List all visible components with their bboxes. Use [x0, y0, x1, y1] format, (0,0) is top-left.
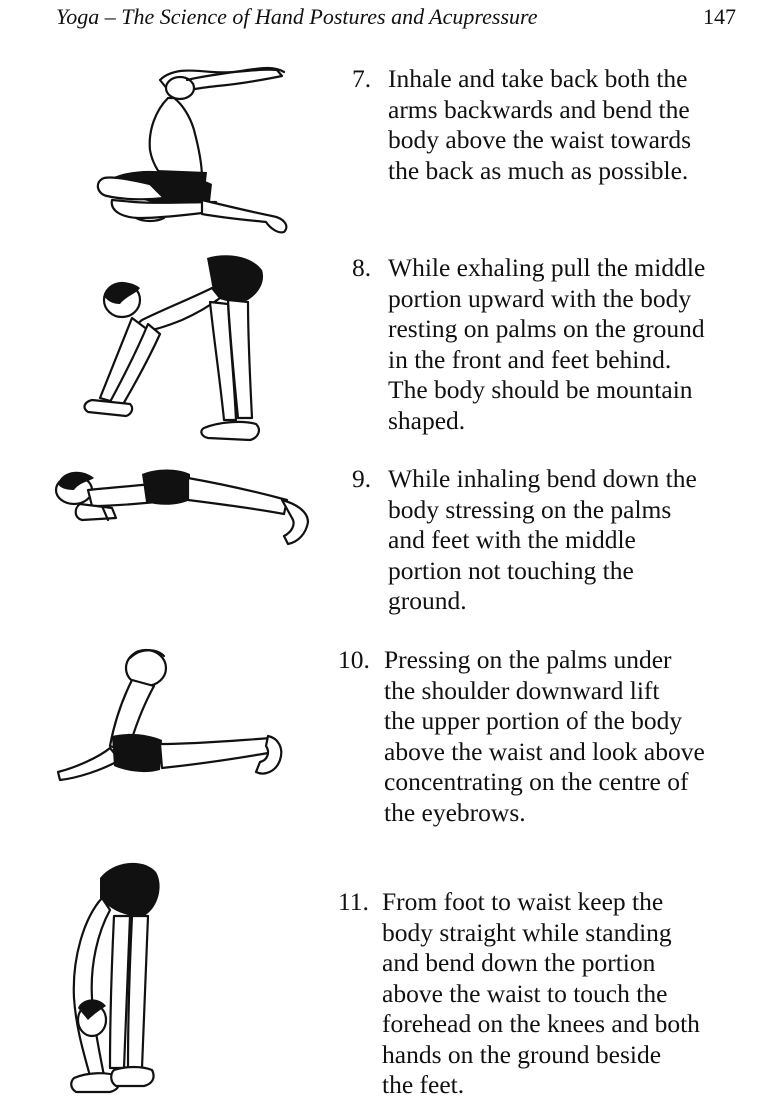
yoga-backbend-figure-icon — [52, 50, 292, 240]
step-line: Inhale and take back both the — [388, 64, 688, 93]
step-text — [388, 464, 697, 617]
step-10 — [338, 645, 742, 830]
step-11 — [338, 887, 742, 1103]
running-head-title: – The Science of Hand Postures and Acupressure — [99, 4, 538, 29]
step-8 — [352, 253, 742, 438]
step-line: the feet. — [382, 1070, 465, 1099]
step-line: the back as much as possible. — [388, 155, 689, 185]
step-line: The body should be mountain — [388, 375, 693, 404]
running-head-book: Yoga — [56, 4, 100, 29]
step-text — [388, 64, 691, 186]
step-line: body above the waist towards — [388, 125, 692, 154]
step-text — [382, 887, 700, 1101]
step-line: arms backwards and bend the — [388, 94, 690, 124]
step-line: portion upward with the body — [388, 283, 692, 313]
step-line: the eyebrows. — [384, 797, 526, 827]
step-text — [384, 645, 705, 828]
step-line: body straight while standing — [382, 917, 672, 947]
step-line: above the waist to touch the — [382, 978, 668, 1008]
page-header — [56, 4, 736, 36]
step-line: ground. — [388, 586, 467, 615]
step-line: and bend down the portion — [382, 948, 656, 977]
step-line: concentrating on the centre of — [384, 767, 689, 796]
step-line: hands on the ground beside — [382, 1039, 662, 1069]
step-line: body stressing on the palms — [388, 494, 672, 524]
step-number: 10. — [338, 645, 370, 674]
running-head — [56, 4, 538, 30]
yoga-forward-bend-figure-icon — [44, 858, 174, 1103]
step-number: 7. — [352, 64, 372, 93]
step-line: the upper portion of the body — [384, 706, 683, 735]
step-line: forehead on the knees and both — [382, 1009, 700, 1038]
step-line: While inhaling bend down the — [388, 464, 697, 493]
step-number: 9. — [352, 464, 372, 493]
step-number: 8. — [352, 253, 372, 282]
yoga-mountain-pose-figure-icon — [52, 248, 277, 448]
step-line: portion not touching the — [388, 555, 634, 585]
step-line: the shoulder downward lift — [384, 675, 660, 705]
yoga-eight-limbs-figure-icon — [52, 460, 317, 560]
step-text — [388, 253, 705, 436]
step-line: in the front and feet behind. — [388, 344, 672, 374]
step-line: Pressing on the palms under — [384, 645, 672, 674]
step-7 — [352, 64, 742, 189]
step-line: From foot to waist keep the — [382, 887, 664, 916]
yoga-cobra-pose-figure-icon — [50, 640, 290, 790]
step-line: above the waist and look above — [384, 736, 705, 766]
step-number: 11. — [338, 887, 369, 916]
step-line: shaped. — [388, 405, 466, 435]
step-9 — [352, 464, 742, 619]
step-line: resting on palms on the ground — [388, 314, 705, 343]
step-line: While exhaling pull the middle — [388, 253, 706, 282]
page-number: 147 — [703, 4, 736, 29]
step-line: and feet with the middle — [388, 525, 636, 554]
